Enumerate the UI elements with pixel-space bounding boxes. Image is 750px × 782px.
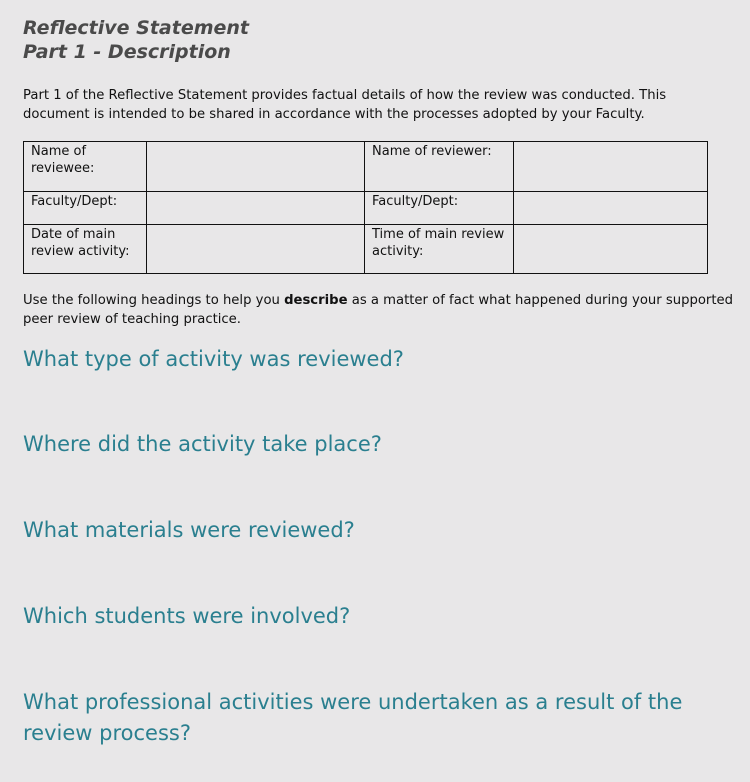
review-date-label: Date of main review activity:: [24, 225, 147, 274]
review-details-table: [23, 141, 708, 274]
document-page: [23, 16, 735, 749]
table-row: [24, 142, 708, 192]
review-time-field[interactable]: [514, 225, 708, 274]
reviewee-faculty-field[interactable]: [147, 192, 365, 225]
reviewee-name-field[interactable]: [147, 142, 365, 192]
guidance-text-before: Use the following headings to help you: [23, 293, 285, 308]
title-line-1: Reflective Statement: [23, 17, 250, 39]
table-row: [24, 192, 708, 225]
heading-professional-activities: What professional activities were undertaken as a result of the review process?: [23, 690, 683, 745]
reviewer-name-field[interactable]: [514, 142, 708, 192]
guidance-emphasis: describe: [284, 293, 348, 308]
guidance-paragraph: [23, 291, 735, 329]
heading-students-involved: Which students were involved?: [23, 604, 351, 628]
review-date-field[interactable]: [147, 225, 365, 274]
review-time-label: Time of main review activity:: [365, 225, 514, 274]
intro-paragraph: Part 1 of the Reflective Statement provides factual details of how the review was conducted. This document is intended to be shared in accordance with the processes adopted by your Faculty.: [23, 88, 667, 122]
reviewee-faculty-label: Faculty/Dept:: [24, 192, 147, 225]
reviewer-faculty-field[interactable]: [514, 192, 708, 225]
heading-activity-type: What type of activity was reviewed?: [23, 347, 404, 371]
title-line-2: Part 1 - Description: [23, 41, 231, 63]
heading-activity-location: Where did the activity take place?: [23, 432, 382, 456]
reviewer-name-label: Name of reviewer:: [365, 142, 514, 192]
table-row: [24, 225, 708, 274]
document-title: [23, 16, 735, 64]
reviewee-name-label: Name of reviewee:: [24, 142, 147, 192]
heading-materials-reviewed: What materials were reviewed?: [23, 518, 355, 542]
reviewer-faculty-label: Faculty/Dept:: [365, 192, 514, 225]
guidance-text-after: as a matter of fact what happened during your supported peer review of teaching practice.: [23, 293, 734, 327]
